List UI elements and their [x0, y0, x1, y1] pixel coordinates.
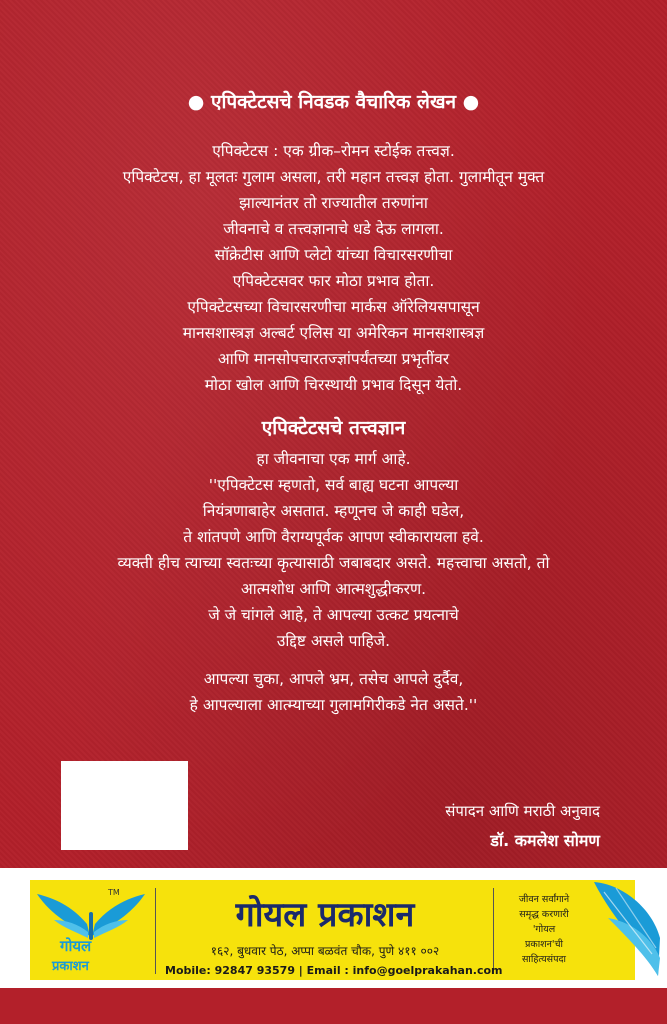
butterfly-wing-icon: [592, 878, 662, 978]
text-line: जे जे चांगले आहे, ते आपल्या उत्कट प्रयत्नाचे: [208, 606, 459, 624]
credit-role: संपादन आणि मराठी अनुवाद: [445, 802, 600, 820]
butterfly-logo-icon: [32, 886, 150, 978]
text-line: एपिक्टेटसच्या विचारसरणीचा मार्कस ऑरेलियसपासून: [187, 298, 480, 316]
tagline-line: जीवन सर्वांगाने: [518, 894, 570, 905]
text-line: मानसशास्त्रज्ञ अल्बर्ट एलिस या अमेरिकन मानसशास्त्रज्ञ: [182, 324, 485, 342]
credit-name: डॉ. कमलेश सोमण: [490, 831, 600, 850]
text-line: एपिक्टेटसवर फार मोठा प्रभाव होता.: [232, 272, 435, 290]
barcode-placeholder-box: [61, 761, 188, 850]
trademark-mark: TM: [108, 888, 120, 897]
tagline-line: प्रकाशन'ची: [525, 939, 563, 950]
text-line: हा जीवनाचा एक मार्ग आहे.: [256, 450, 411, 468]
text-line: नियंत्रणाबाहेर असतात. म्हणूनच जे काही घडेल,: [202, 502, 465, 520]
publisher-name: गोयल प्रकाशन: [235, 895, 415, 935]
text-line: आपल्या चुका, आपले भ्रम, तसेच आपले दुर्दैव,: [203, 670, 464, 688]
text-line: जीवनाचे व तत्त्वज्ञानाचे धडे देऊ लागला.: [223, 220, 444, 238]
text-line: आणि मानसोपचारतज्ज्ञांपर्यंतच्या प्रभृतींवर: [217, 350, 450, 368]
text-line: मोठा खोल आणि चिरस्थायी प्रभाव दिसून येतो.: [204, 376, 463, 394]
logo-text-line1: गोयल: [60, 937, 92, 955]
text-line: ते शांतपणे आणि वैराग्यपूर्वक आपण स्वीकारायला हवे.: [183, 528, 484, 546]
text-line: उद्दिष्ट असले पाहिजे.: [276, 632, 391, 650]
section-philosophy-text: [0, 446, 667, 654]
section-closing-text: [0, 666, 667, 718]
tagline-line: 'गोयल: [532, 924, 556, 935]
publisher-address: १६२, बुधवार पेठ, अप्पा बळवंत चौक, पुणे ४११ ००२: [210, 944, 440, 958]
bottom-strip: [0, 988, 667, 1024]
section-heading-selected-writings: ● एपिक्टेटसचे निवडक वैचारिक लेखन ●: [187, 91, 480, 113]
divider-left: [155, 888, 156, 974]
text-line: व्यक्ती हीच त्याच्या स्वतःच्या कृत्यासाठी जबाबदार असते. महत्त्वाचा असतो, तो: [117, 554, 550, 572]
logo-text-line2: प्रकाशन: [52, 959, 89, 974]
tagline-line: समृद्ध करणारी: [519, 909, 569, 920]
text-line: सॉक्रेटीस आणि प्लेटो यांच्या विचारसरणीचा: [214, 246, 453, 264]
text-line: एपिक्टेटस, हा मूलतः गुलाम असला, तरी महान तत्त्वज्ञ होता. गुलामीतून मुक्त: [122, 168, 545, 186]
tagline-line: साहित्यसंपदा: [522, 954, 566, 965]
publisher-contact: Mobile: 92847 93579 | Email : info@goelprakahan.com: [165, 964, 503, 977]
text-line: झाल्यानंतर तो राज्यातील तरुणांना: [239, 194, 428, 212]
publisher-tagline: [500, 892, 588, 967]
section-intro-text: [0, 138, 667, 398]
section-heading-philosophy: एपिक्टेटसचे तत्त्वज्ञान: [261, 417, 406, 439]
divider-right: [493, 888, 494, 974]
text-line: ''एपिक्टेटस म्हणतो, सर्व बाह्य घटना आपल्या: [208, 476, 459, 494]
text-line: हे आपल्याला आत्म्याच्या गुलामगिरीकडे नेत असते.'': [189, 696, 478, 714]
text-line: आत्मशोध आणि आत्मशुद्धीकरण.: [240, 580, 427, 598]
text-line: एपिक्टेटस : एक ग्रीक–रोमन स्टोईक तत्त्वज्ञ.: [212, 142, 455, 160]
